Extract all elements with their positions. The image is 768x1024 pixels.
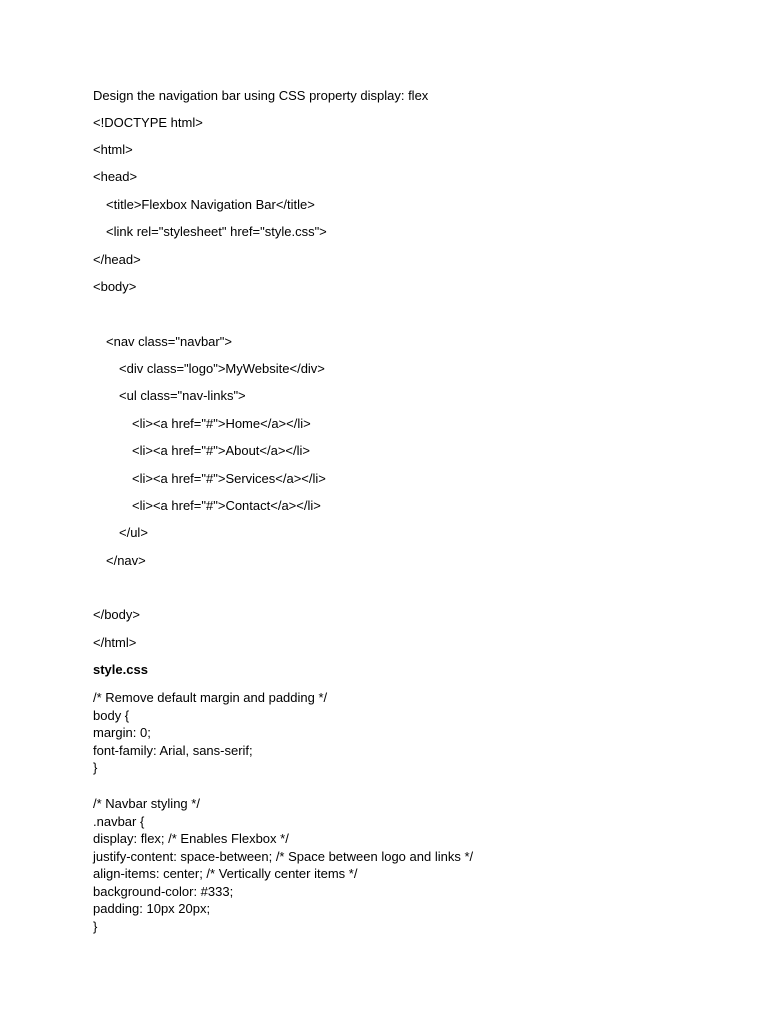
code-line-title: <title>Flexbox Navigation Bar</title>: [106, 197, 315, 212]
css-line: margin: 0;: [93, 725, 151, 740]
code-line-html-open: <html>: [93, 142, 133, 157]
code-line-li-contact: <li><a href="#">Contact</a></li>: [132, 498, 321, 513]
css-line: /* Navbar styling */: [93, 796, 200, 811]
code-line-ul-close: </ul>: [119, 525, 148, 540]
code-line-nav-open: <nav class="navbar">: [106, 334, 232, 349]
css-file-label: style.css: [93, 662, 148, 677]
css-line: .navbar {: [93, 813, 145, 829]
css-block-body: [93, 689, 327, 777]
css-line: font-family: Arial, sans-serif;: [93, 742, 253, 758]
page-heading: Design the navigation bar using CSS property display: flex: [93, 88, 429, 103]
code-line-body-close: </body>: [93, 607, 140, 622]
code-line-head-close: </head>: [93, 252, 141, 267]
css-line: /* Remove default margin and padding */: [93, 690, 328, 705]
css-line: align-items: center; /* Vertically center items */: [93, 866, 358, 881]
css-block-navbar: [93, 795, 473, 935]
css-line: justify-content: space-between; /* Space between logo and links */: [93, 848, 474, 864]
css-line: }: [93, 918, 98, 934]
css-line: display: flex; /* Enables Flexbox */: [93, 831, 289, 846]
code-line-nav-close: </nav>: [106, 553, 146, 568]
css-line: body {: [93, 707, 130, 723]
code-line-head-open: <head>: [93, 169, 138, 184]
code-line-link: <link rel="stylesheet" href="style.css">: [106, 224, 327, 239]
code-line-ul-open: <ul class="nav-links">: [119, 388, 246, 403]
css-line: background-color: #333;: [93, 883, 234, 899]
code-line-body-open: <body>: [93, 279, 137, 294]
css-line: }: [93, 760, 98, 775]
code-line-logo: <div class="logo">MyWebsite</div>: [119, 361, 325, 376]
code-line-html-close: </html>: [93, 635, 137, 650]
code-line-li-about: <li><a href="#">About</a></li>: [132, 443, 311, 458]
code-line-doctype: <!DOCTYPE html>: [93, 115, 203, 130]
code-line-li-home: <li><a href="#">Home</a></li>: [132, 416, 311, 431]
code-line-li-services: <li><a href="#">Services</a></li>: [132, 471, 326, 486]
css-line: padding: 10px 20px;: [93, 901, 211, 916]
